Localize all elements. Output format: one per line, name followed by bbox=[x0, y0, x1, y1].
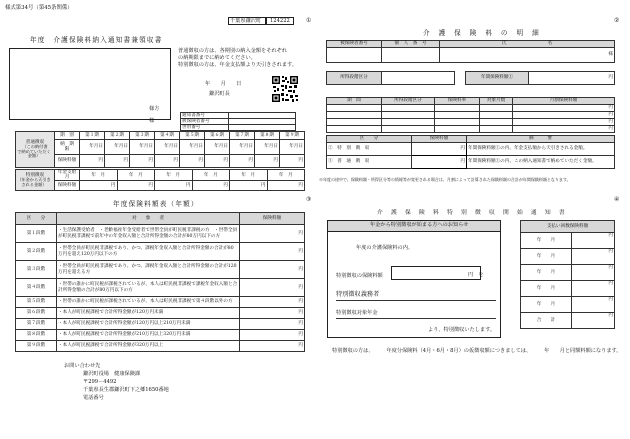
dankai-2-label: 第２段階 bbox=[16, 243, 57, 261]
city-name: 千葉県鎌沢町 bbox=[230, 17, 262, 24]
form-id: 様式第34号（第45条関係） bbox=[5, 5, 73, 11]
meisai-title: 介 護 保 険 料 の 明 細 bbox=[423, 29, 540, 37]
kibetsu-label: 期 別 bbox=[55, 132, 80, 140]
mayor-name: 鎌沢町長 bbox=[209, 91, 230, 97]
dankai-5-desc: ・世帯の誰かに町民税が課税されているが、本人は町民税非課税で第４段階以外の方 bbox=[57, 297, 240, 308]
kaishi-title: 介 護 保 険 料 特 別 徴 収 開 始 通 知 書 bbox=[377, 210, 566, 216]
notice-text-2: の納期限までに納めてください。 bbox=[178, 55, 256, 61]
dankai-4-label: 第４段階 bbox=[16, 279, 57, 297]
toku-amount-1: 円 bbox=[80, 181, 118, 191]
toku-month-6: 年 月 bbox=[267, 170, 305, 181]
kubun-h-memo: 摘 要 bbox=[467, 136, 615, 143]
kikan-r2-yen: 円 bbox=[513, 112, 615, 119]
dankai-8-desc: ・本人が町民税課税で合計所得金額が210万円以上320万円未満 bbox=[57, 330, 240, 341]
kaishi-right-title: 支払い回数保険料額 bbox=[521, 221, 615, 233]
meisai-note: ※年度の途中で、保険料額・所得区分等の情報等が変更される場合は、月割によって計算された保険料額の合計が年間保険料額となります。 bbox=[319, 177, 571, 182]
kaishi-amt-2: 円 bbox=[572, 249, 615, 265]
dankai-6-desc: ・本人が町民税課税で合計所得金額が120万円未満 bbox=[57, 308, 240, 319]
notice-text-1: 普通徴収の方は、各期別の納入金額をそれぞれ bbox=[178, 48, 287, 54]
contact-4: 千葉県長生郡鎌沢町下之郷1650番地 bbox=[83, 387, 169, 393]
notice-title: 年度 介護保険料納入通知書兼領収書 bbox=[30, 36, 163, 44]
period-8: 第８期 bbox=[255, 132, 280, 140]
section-mark-4: ④ bbox=[614, 196, 620, 203]
kaishi-right-table bbox=[520, 220, 615, 329]
futsu-label-cell bbox=[16, 132, 55, 168]
meisai-h-shimei: 氏 名 bbox=[440, 41, 615, 48]
kaishi-line-4: 特別徴収対象年金 bbox=[336, 310, 378, 316]
section-mark-3: ③ bbox=[306, 196, 312, 203]
dankai-7-desc: ・本人が町民税課税で合計所得金額が120万円以上210万円未満 bbox=[57, 319, 240, 330]
kaishi-month-2: 年 月 bbox=[521, 249, 572, 265]
kaishi-line-4-rule bbox=[336, 318, 496, 319]
dankai-1-yen: 円 bbox=[240, 225, 305, 243]
kaishi-month-1: 年 月 bbox=[521, 233, 572, 249]
kikan-r4-yen: 円 bbox=[513, 126, 615, 133]
dankai-5-yen: 円 bbox=[240, 297, 305, 308]
dankai-table bbox=[15, 212, 305, 352]
dankai-8-label: 第８段階 bbox=[16, 330, 57, 341]
nouki-4: 年月日 bbox=[155, 140, 180, 155]
kikan-h-shotoku: 所得段階区分 bbox=[382, 98, 435, 105]
dankai-2-yen: 円 bbox=[240, 243, 305, 261]
dankai-7-label: 第７段階 bbox=[16, 319, 57, 330]
dankai-h-amount: 保険料額 bbox=[240, 213, 305, 225]
section-mark-2: ② bbox=[614, 17, 620, 24]
nouki-9: 年月日 bbox=[280, 140, 305, 155]
dankai-3-label: 第３段階 bbox=[16, 261, 57, 279]
nouki-5: 年月日 bbox=[180, 140, 205, 155]
kaishi-total-amount: 円 bbox=[572, 313, 615, 329]
kaishi-amt-5: 円 bbox=[572, 297, 615, 313]
futsu-amount-2: 円 bbox=[105, 155, 130, 168]
nouki-6: 年月日 bbox=[205, 140, 230, 155]
kubun-row-futsu: ③ 普 通 徴 収 bbox=[327, 156, 412, 169]
dankai-9-label: 第９段階 bbox=[16, 341, 57, 352]
period-6: 第６期 bbox=[205, 132, 230, 140]
kubun-table bbox=[326, 135, 615, 169]
toku-month-2: 年 月 bbox=[117, 170, 155, 181]
futsu-amount-4: 円 bbox=[155, 155, 180, 168]
kubun-h-amount: 保険料額 bbox=[412, 136, 467, 143]
period-4: 第４期 bbox=[155, 132, 180, 140]
futsu-amount-3: 円 bbox=[130, 155, 155, 168]
meisai-gap bbox=[455, 72, 466, 85]
contact-3: 〒299－4492 bbox=[83, 379, 117, 385]
toku-amount-5: 円 bbox=[230, 181, 268, 191]
nouki-label: 納 期 限 bbox=[55, 140, 80, 155]
meisai-h-kojin: 個 人 番 号 bbox=[382, 41, 440, 48]
kaishi-line-2: 特別徴収の保険料額 bbox=[336, 273, 383, 279]
toku-month-4: 年 月 bbox=[192, 170, 230, 181]
meisai-sama: 様 bbox=[440, 48, 615, 63]
nouki-1: 年月日 bbox=[80, 140, 105, 155]
kikan-r1-yen: 円 bbox=[513, 105, 615, 112]
notice-number-table bbox=[180, 112, 296, 131]
kikan-r3-yen: 円 bbox=[513, 119, 615, 126]
period-5: 第５期 bbox=[180, 132, 205, 140]
doc-number: 124222 bbox=[270, 17, 290, 24]
kaishi-month-3: 年 月 bbox=[521, 265, 572, 281]
period-2: 第２期 bbox=[105, 132, 130, 140]
dankai-4-yen: 円 bbox=[240, 279, 305, 297]
period-7: 第７期 bbox=[230, 132, 255, 140]
toku-month-1: 年 月 bbox=[80, 170, 118, 181]
dankai-8-yen: 円 bbox=[240, 330, 305, 341]
futsu-amount-8: 円 bbox=[255, 155, 280, 168]
toku-amount-2: 円 bbox=[117, 181, 155, 191]
dankai-5-label: 第５段階 bbox=[16, 297, 57, 308]
notice-text-3: 特別徴収の方は、年金支払額より天引きされます。 bbox=[178, 62, 297, 68]
futsu-amount-1: 円 bbox=[80, 155, 105, 168]
tokubetsu-label-2: （年金から天引きされる金額） bbox=[17, 176, 51, 187]
kaishi-yen-wo: 円 を bbox=[468, 272, 484, 278]
nenkan-value: 円 bbox=[529, 72, 615, 85]
qr-code-icon bbox=[271, 75, 299, 103]
kaishi-month-5: 年 月 bbox=[521, 297, 572, 313]
dankai-2-desc: ・世帯全員が町民税非課税であり、かつ、課税年金収入額と合計所得金額の合計が80万円を超え120万円以下の方 bbox=[57, 243, 240, 261]
dankai-1-label: 第１段階 bbox=[16, 225, 57, 243]
period-3: 第３期 bbox=[130, 132, 155, 140]
kaishi-amt-4: 円 bbox=[572, 281, 615, 297]
futsu-amount-5: 円 bbox=[180, 155, 205, 168]
kaishi-amt-3: 円 bbox=[572, 265, 615, 281]
toku-month-5: 年 月 bbox=[230, 170, 268, 181]
kubun-futsu-memo: 年間保険料額①の内、この納入通知書で納めていただく金額。 bbox=[467, 156, 615, 169]
meisai-kojin-value bbox=[382, 48, 440, 63]
dankai-9-yen: 円 bbox=[240, 341, 305, 352]
toku-amount-3: 円 bbox=[155, 181, 193, 191]
kaishi-line-3: 特別徴収義務者 bbox=[336, 291, 380, 298]
kaishi-total-label: 合 計 bbox=[521, 313, 572, 329]
addressee-sama: 様 bbox=[149, 118, 155, 124]
kubun-tokubetsu-memo: 年間保険料額①の内、年金支払額から天引きされる金額。 bbox=[467, 143, 615, 156]
dankai-h-kubun: 区 分 bbox=[16, 213, 57, 225]
futsu-amount-6: 円 bbox=[205, 155, 230, 168]
shotoku-label: 所得段階区分 bbox=[327, 72, 382, 85]
kaishi-line-3-rule bbox=[336, 300, 496, 301]
section-mark-1: ① bbox=[306, 17, 312, 24]
futsu-table bbox=[15, 131, 305, 168]
kaishi-subtitle: 年金から特別徴収が始まる方へのお知らせ bbox=[370, 222, 469, 228]
contact-2: 鎌沢町役場 健康保険課 bbox=[83, 371, 141, 377]
nenkan-label: 年間保険料額① bbox=[466, 72, 529, 85]
futsu-amount-9: 円 bbox=[280, 155, 305, 168]
kikan-h-monthly: 月割保険料額 bbox=[513, 98, 615, 105]
nouki-3: 年月日 bbox=[130, 140, 155, 155]
kubun-futsu-amount: 円 bbox=[412, 156, 467, 169]
dankai-3-desc: ・世帯全員が町民税非課税であり、かつ、課税年金収入額と合計所得金額の合計が120万円を超える方 bbox=[57, 261, 240, 279]
issue-date: 年 月 日 bbox=[205, 81, 242, 87]
dankai-3-yen: 円 bbox=[240, 261, 305, 279]
contact-5: 電話番号 bbox=[83, 395, 104, 401]
kaishi-month-4: 年 月 bbox=[521, 281, 572, 297]
kaishi-amt-1: 円 bbox=[572, 233, 615, 249]
kaishi-footer: 特別徴収の方は、 年度分保険料（4月・6月・8月）の仮徴収額につきましては、 年 月と同額料額になります。 bbox=[332, 348, 622, 354]
tokubetsu-label-1: 特別徴収 bbox=[25, 172, 45, 178]
addressee-sama-kata: 様方 bbox=[149, 106, 160, 112]
setai-number-label: 世帯番号 bbox=[181, 125, 229, 131]
nouki-2: 年月日 bbox=[105, 140, 130, 155]
dankai-9-desc: ・本人が町民税課税で合計所得金額が320万円以上 bbox=[57, 341, 240, 352]
meisai-table bbox=[326, 40, 615, 63]
tsuchi-number-label: 通知書番号 bbox=[181, 113, 229, 119]
kikan-h-kikan: 期 間 bbox=[327, 98, 382, 105]
nouki-8: 年月日 bbox=[255, 140, 280, 155]
meisai-h-hihoken: 被保険者番号 bbox=[327, 41, 382, 48]
nouki-7: 年月日 bbox=[230, 140, 255, 155]
tokubetsu-label-cell bbox=[16, 170, 55, 191]
dankai-6-label: 第６段階 bbox=[16, 308, 57, 319]
futsu-label-1: 普通徴収 bbox=[25, 140, 45, 146]
kaishi-line-1: 年度の介護保険料の内、 bbox=[356, 245, 414, 251]
hihoken-number-label: 被保険者番号 bbox=[181, 119, 229, 125]
kubun-h-kubun: 区 分 bbox=[327, 136, 412, 143]
setai-number-value bbox=[229, 125, 296, 131]
kubun-tokubetsu-amount: 円 bbox=[412, 143, 467, 156]
dankai-title: 年度保険料額表（年額） bbox=[113, 200, 199, 208]
tokubetsu-table bbox=[15, 169, 305, 191]
toku-month-3: 年 月 bbox=[155, 170, 193, 181]
kubun-row-tokubetsu: ② 特 別 徴 収 bbox=[327, 143, 412, 156]
meisai-hihoken-value bbox=[327, 48, 382, 63]
toku-amount-6: 円 bbox=[267, 181, 305, 191]
kikan-h-rate: 保険料率 bbox=[435, 98, 480, 105]
period-9: 第９期 bbox=[280, 132, 305, 140]
futsu-label-2: （この納付書 bbox=[22, 144, 48, 150]
dankai-h-taisho: 対 象 者 bbox=[57, 213, 240, 225]
shiharai-label: 年金支給月 bbox=[55, 170, 80, 181]
dankai-1-desc: ・生活保護受給者 ・老齢福祉年金受給者で世帯全員が町民税非課税の方 ・世帯全員が町民税非課税で前年中の年金収入額と合計所得金額の合計が80万円以下の方 bbox=[57, 225, 240, 243]
tokubetsu-hokenryo-label: 保険料額 bbox=[55, 181, 80, 191]
dankai-4-desc: ・世帯の誰かに町民税が課税されているが、本人は町民税非課税で課税年金収入額と合計所得金額の合計が80万円以下の方 bbox=[57, 279, 240, 297]
futsu-hokenryo-label: 保険料額 bbox=[55, 155, 80, 168]
dankai-7-yen: 円 bbox=[240, 319, 305, 330]
shotoku-value bbox=[382, 72, 455, 85]
futsu-amount-7: 円 bbox=[230, 155, 255, 168]
kaishi-line-5: より、特別徴収いたします。 bbox=[428, 327, 496, 333]
period-1: 第１期 bbox=[80, 132, 105, 140]
kikan-table bbox=[326, 97, 615, 133]
dankai-6-yen: 円 bbox=[240, 308, 305, 319]
kikan-h-months: 対象月数 bbox=[480, 98, 513, 105]
contact-1: お問い合わせ先 bbox=[64, 363, 101, 369]
futsu-label-3: で納めていただく金額） bbox=[17, 148, 51, 159]
address-box bbox=[9, 48, 171, 120]
toku-amount-4: 円 bbox=[192, 181, 230, 191]
meisai-summary-table bbox=[326, 71, 615, 85]
